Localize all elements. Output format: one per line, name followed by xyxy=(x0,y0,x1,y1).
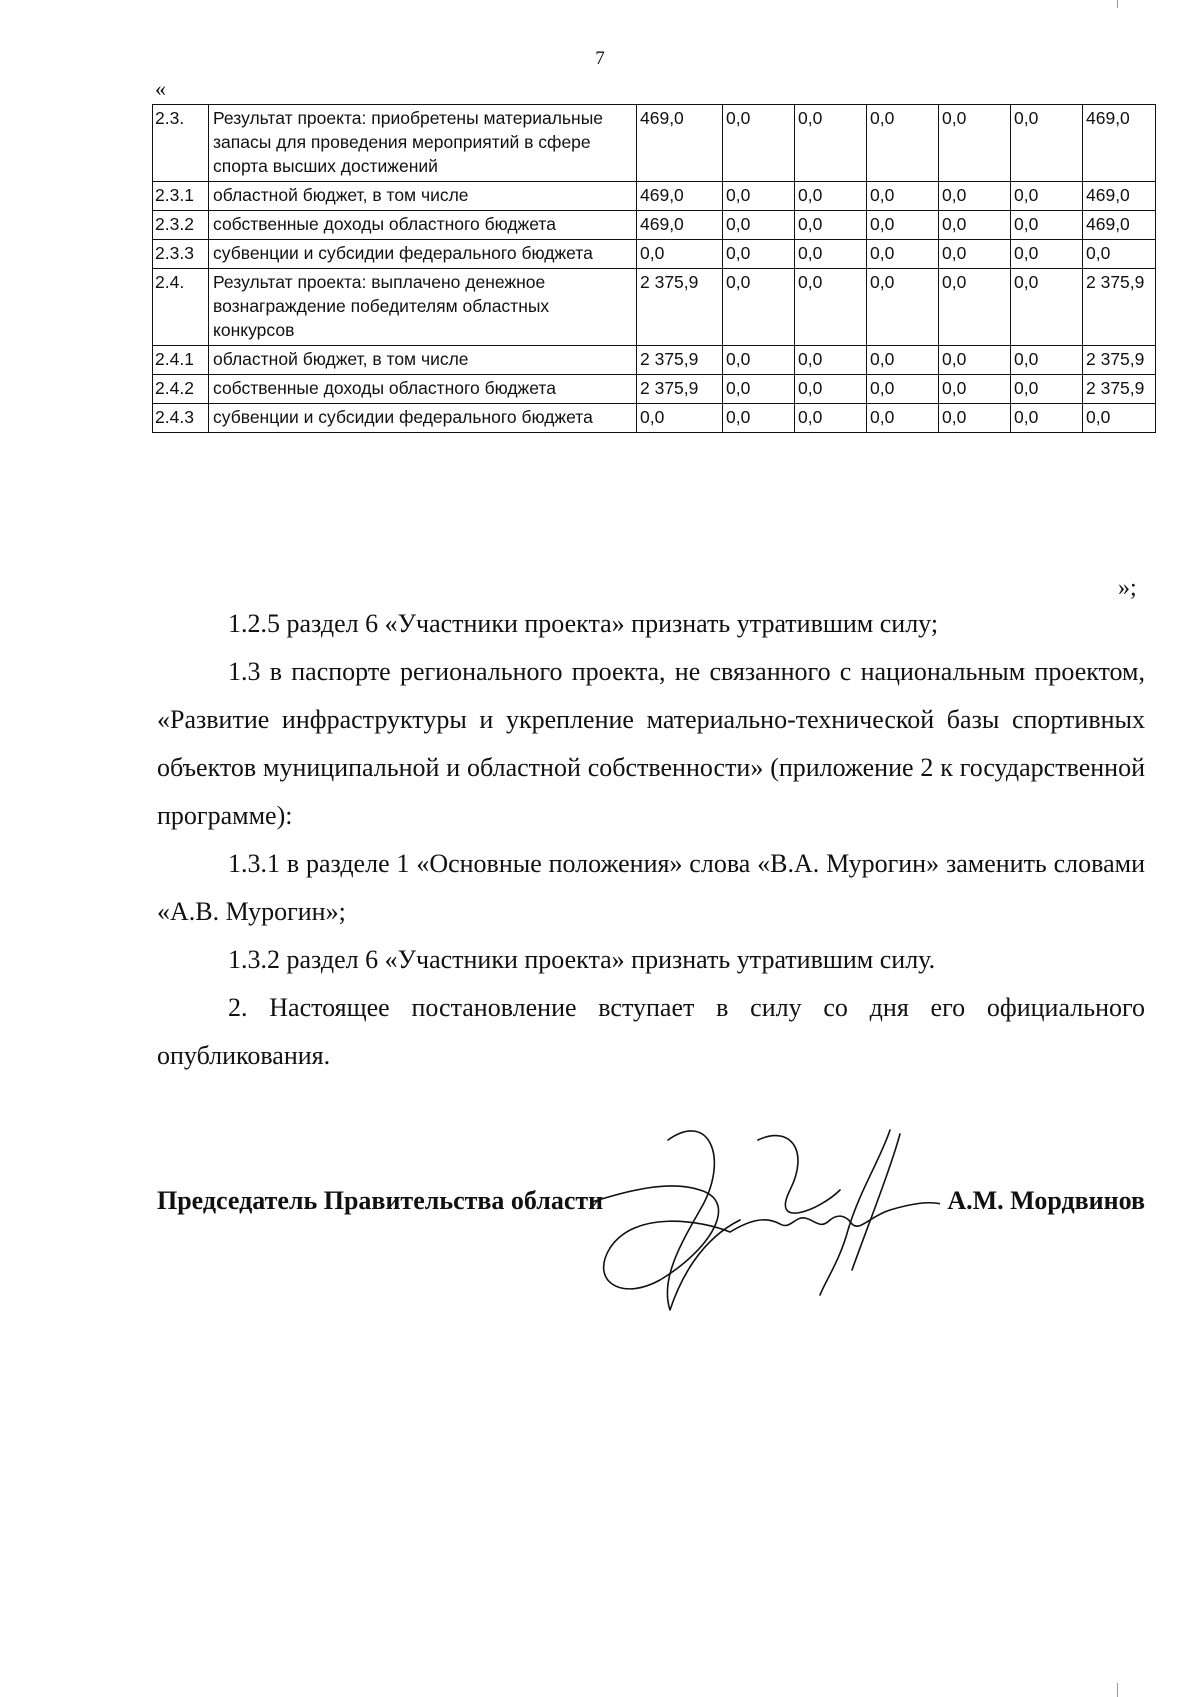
value-cell: 0,0 xyxy=(795,211,867,240)
value-cell: 0,0 xyxy=(867,269,939,346)
paragraph-text: 1.3 в паспорте регионального проекта, не связанного с национальным проектом, «Развитие инфраструктуры и укрепление материально-технической базы спортивных объектов муниципальной и областной собственности» (приложение 2 к государственной программе): xyxy=(157,657,1145,830)
value-cell: 0,0 xyxy=(939,404,1011,433)
table-close-quote: »; xyxy=(1118,575,1137,601)
paragraph-text: 1.3.1 в разделе 1 «Основные положения» слова «В.А. Мурогин» заменить словами «А.В. Мурогин»; xyxy=(157,849,1145,926)
row-name-cell: Результат проекта: выплачено денежное вознаграждение победителям областных конкурсов xyxy=(209,269,637,346)
paragraph-1-2-5 xyxy=(157,600,1145,648)
value-cell: 0,0 xyxy=(795,240,867,269)
signer-name: А.М. Мордвинов xyxy=(947,1186,1145,1215)
row-number-cell: 2.3.2 xyxy=(153,211,209,240)
value-cell: 0,0 xyxy=(939,269,1011,346)
value-cell: 469,0 xyxy=(637,105,723,182)
row-name-cell: собственные доходы областного бюджета xyxy=(209,211,637,240)
value-cell: 469,0 xyxy=(1083,105,1156,182)
value-cell: 0,0 xyxy=(1011,105,1083,182)
scan-edge-mark xyxy=(1117,1683,1118,1697)
value-cell: 2 375,9 xyxy=(637,375,723,404)
value-cell: 0,0 xyxy=(723,346,795,375)
value-cell: 0,0 xyxy=(1011,240,1083,269)
table-row xyxy=(153,404,1156,433)
row-number-cell: 2.4.3 xyxy=(153,404,209,433)
value-cell: 0,0 xyxy=(939,346,1011,375)
table-row xyxy=(153,105,1156,182)
value-cell: 0,0 xyxy=(1011,269,1083,346)
value-cell: 2 375,9 xyxy=(637,269,723,346)
value-cell: 0,0 xyxy=(637,404,723,433)
budget-table-body xyxy=(153,105,1156,433)
row-number-cell: 2.4.1 xyxy=(153,346,209,375)
value-cell: 0,0 xyxy=(723,375,795,404)
table-row xyxy=(153,240,1156,269)
handwritten-signature xyxy=(590,1120,940,1320)
table-row xyxy=(153,375,1156,404)
value-cell: 0,0 xyxy=(867,346,939,375)
row-number-cell: 2.4.2 xyxy=(153,375,209,404)
value-cell: 0,0 xyxy=(1011,375,1083,404)
value-cell: 0,0 xyxy=(939,105,1011,182)
value-cell: 0,0 xyxy=(795,105,867,182)
budget-table xyxy=(152,104,1156,433)
value-cell: 0,0 xyxy=(723,182,795,211)
table-row xyxy=(153,182,1156,211)
table-open-quote: « xyxy=(155,76,166,101)
value-cell: 0,0 xyxy=(939,182,1011,211)
row-name-cell: субвенции и субсидии федерального бюджета xyxy=(209,404,637,433)
value-cell: 0,0 xyxy=(867,375,939,404)
paragraph-1-3-2 xyxy=(157,936,1145,984)
value-cell: 0,0 xyxy=(723,211,795,240)
scan-edge-mark xyxy=(1117,0,1118,8)
value-cell: 0,0 xyxy=(723,269,795,346)
value-cell: 469,0 xyxy=(637,182,723,211)
value-cell: 0,0 xyxy=(795,269,867,346)
value-cell: 0,0 xyxy=(637,240,723,269)
value-cell: 0,0 xyxy=(1083,404,1156,433)
value-cell: 469,0 xyxy=(637,211,723,240)
value-cell: 0,0 xyxy=(867,105,939,182)
value-cell: 2 375,9 xyxy=(1083,375,1156,404)
table-row xyxy=(153,211,1156,240)
value-cell: 0,0 xyxy=(1011,182,1083,211)
value-cell: 0,0 xyxy=(795,404,867,433)
value-cell: 2 375,9 xyxy=(1083,269,1156,346)
row-name-cell: Результат проекта: приобретены материальные запасы для проведения мероприятий в сфере спорта высших достижений xyxy=(209,105,637,182)
value-cell: 0,0 xyxy=(939,211,1011,240)
paragraph-text: 1.2.5 раздел 6 «Участники проекта» признать утратившим силу; xyxy=(228,609,939,638)
row-name-cell: областной бюджет, в том числе xyxy=(209,182,637,211)
value-cell: 0,0 xyxy=(867,211,939,240)
table-row xyxy=(153,269,1156,346)
value-cell: 0,0 xyxy=(795,375,867,404)
row-number-cell: 2.3.1 xyxy=(153,182,209,211)
value-cell: 2 375,9 xyxy=(637,346,723,375)
value-cell: 2 375,9 xyxy=(1083,346,1156,375)
row-number-cell: 2.3. xyxy=(153,105,209,182)
row-name-cell: субвенции и субсидии федерального бюджета xyxy=(209,240,637,269)
row-number-cell: 2.3.3 xyxy=(153,240,209,269)
value-cell: 0,0 xyxy=(867,404,939,433)
value-cell: 0,0 xyxy=(723,404,795,433)
value-cell: 0,0 xyxy=(939,375,1011,404)
table-row xyxy=(153,346,1156,375)
value-cell: 0,0 xyxy=(723,240,795,269)
value-cell: 0,0 xyxy=(1011,346,1083,375)
value-cell: 0,0 xyxy=(795,182,867,211)
row-name-cell: собственные доходы областного бюджета xyxy=(209,375,637,404)
value-cell: 0,0 xyxy=(867,182,939,211)
paragraph-1-3-1 xyxy=(157,840,1145,936)
value-cell: 0,0 xyxy=(795,346,867,375)
value-cell: 469,0 xyxy=(1083,211,1156,240)
page-number: 7 xyxy=(595,48,605,69)
paragraph-text: 1.3.2 раздел 6 «Участники проекта» признать утратившим силу. xyxy=(228,945,936,974)
signer-title: Председатель Правительства области xyxy=(157,1186,604,1215)
value-cell: 0,0 xyxy=(723,105,795,182)
value-cell: 0,0 xyxy=(1083,240,1156,269)
value-cell: 0,0 xyxy=(939,240,1011,269)
value-cell: 0,0 xyxy=(867,240,939,269)
paragraph-text: 2. Настоящее постановление вступает в силу со дня его официального опубликования. xyxy=(157,993,1145,1070)
row-number-cell: 2.4. xyxy=(153,269,209,346)
paragraph-2 xyxy=(157,984,1145,1080)
value-cell: 469,0 xyxy=(1083,182,1156,211)
value-cell: 0,0 xyxy=(1011,211,1083,240)
paragraph-1-3 xyxy=(157,648,1145,840)
row-name-cell: областной бюджет, в том числе xyxy=(209,346,637,375)
value-cell: 0,0 xyxy=(1011,404,1083,433)
